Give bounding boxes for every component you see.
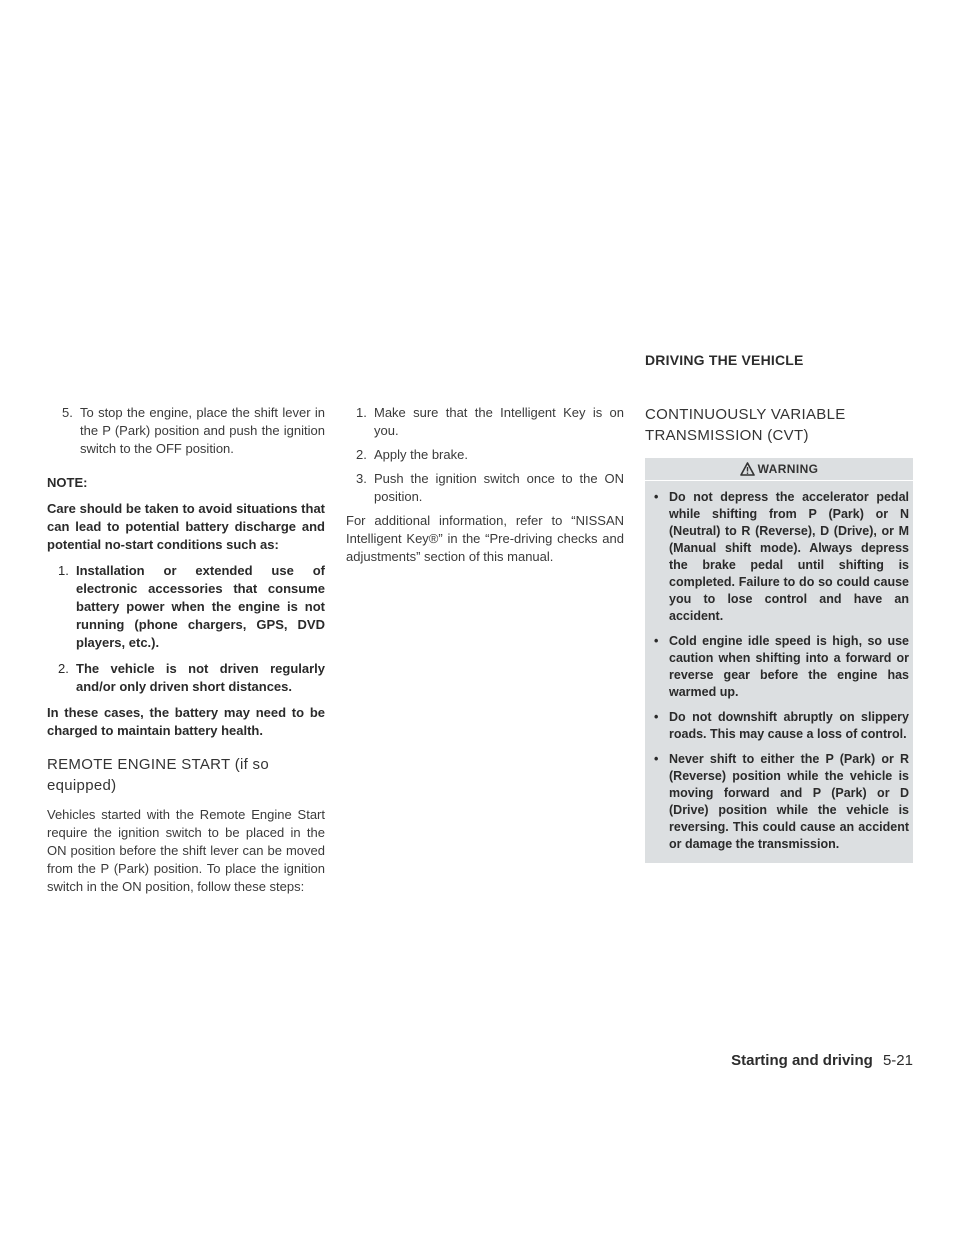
column-middle (346, 404, 624, 574)
page-number: 5-21 (882, 1052, 913, 1069)
warning-item-4 (645, 751, 913, 853)
bullet: • (654, 490, 659, 504)
note-text: Care should be taken to avoid situations that can lead to potential battery discharge and potential no-start conditions such as: (47, 501, 325, 552)
warning-text: Cold engine idle speed is high, so use caution when shifting into a forward or reverse gear before the engine has warmed up. (669, 634, 909, 699)
item-number: 1. (58, 563, 69, 578)
step-number: 3. (356, 471, 367, 486)
column-left (47, 404, 325, 904)
remote-step-3 (346, 470, 624, 506)
warning-item-3 (645, 709, 913, 743)
item-text: Installation or extended use of electronic accessories that consume battery power when the engine is not running (phone chargers, GPS, DVD players, etc.). (76, 563, 325, 650)
item-number: 2. (58, 661, 69, 676)
warning-text: Do not downshift abruptly on slippery roads. This may cause a loss of control. (669, 710, 909, 741)
note-label: NOTE: (47, 475, 88, 490)
remote-step-2 (346, 446, 624, 464)
step-text: Apply the brake. (374, 447, 468, 462)
warning-item-2 (645, 633, 913, 701)
warning-header (645, 458, 913, 481)
warning-triangle-icon (740, 462, 755, 476)
cvt-heading: CONTINUOUSLY VARIABLE TRANSMISSION (CVT) (645, 406, 846, 444)
page-footer (731, 1052, 913, 1070)
warning-text: Do not depress the accelerator pedal while shifting from P (Park) or N (Neutral) to R (Reverse), D (Drive), or M (Manual shift mode). Always depress the brake pedal until shifting is completed. Failure to do so could cause you to lose control and have an accident. (669, 490, 909, 623)
remote-start-text: Vehicles started with the Remote Engine Start require the ignition switch to be placed in the ON position before the shift lever can be moved from the P (Park) position. To place the ignition switch in the ON position, follow these steps: (47, 807, 325, 894)
note-conclusion: In these cases, the battery may need to be charged to maintain battery health. (47, 705, 325, 738)
bullet: • (654, 710, 659, 724)
step-text: To stop the engine, place the shift lever in the P (Park) position and push the ignition switch to the OFF position. (80, 405, 325, 456)
step-text: Make sure that the Intelligent Key is on you. (374, 405, 624, 438)
column-right (645, 404, 913, 863)
step-5 (47, 404, 325, 458)
step-text: Push the ignition switch once to the ON position. (374, 471, 624, 504)
additional-info-text: For additional information, refer to “NISSAN Intelligent Key®” in the “Pre-driving checks and adjustments” section of this manual. (346, 513, 624, 564)
chapter-title: DRIVING THE VEHICLE (645, 352, 804, 368)
item-text: The vehicle is not driven regularly and/or only driven short distances. (76, 661, 325, 694)
step-number: 1. (356, 405, 367, 420)
remote-step-1 (346, 404, 624, 440)
warning-label: WARNING (757, 462, 819, 476)
bullet: • (654, 634, 659, 648)
warning-box (645, 458, 913, 863)
note-item-1 (47, 562, 325, 652)
step-number: 2. (356, 447, 367, 462)
remote-start-heading: REMOTE ENGINE START (if so equipped) (47, 756, 269, 794)
warning-item-1 (645, 489, 913, 625)
bullet: • (654, 752, 659, 766)
footer-section-title: Starting and driving (731, 1052, 873, 1069)
step-number: 5. (62, 405, 73, 420)
warning-text: Never shift to either the P (Park) or R (Reverse) position while the vehicle is moving forward and P (Park) or D (Drive) position while the vehicle is reversing. This could cause an accident or damage the transmission. (669, 752, 909, 851)
note-item-2 (47, 660, 325, 696)
